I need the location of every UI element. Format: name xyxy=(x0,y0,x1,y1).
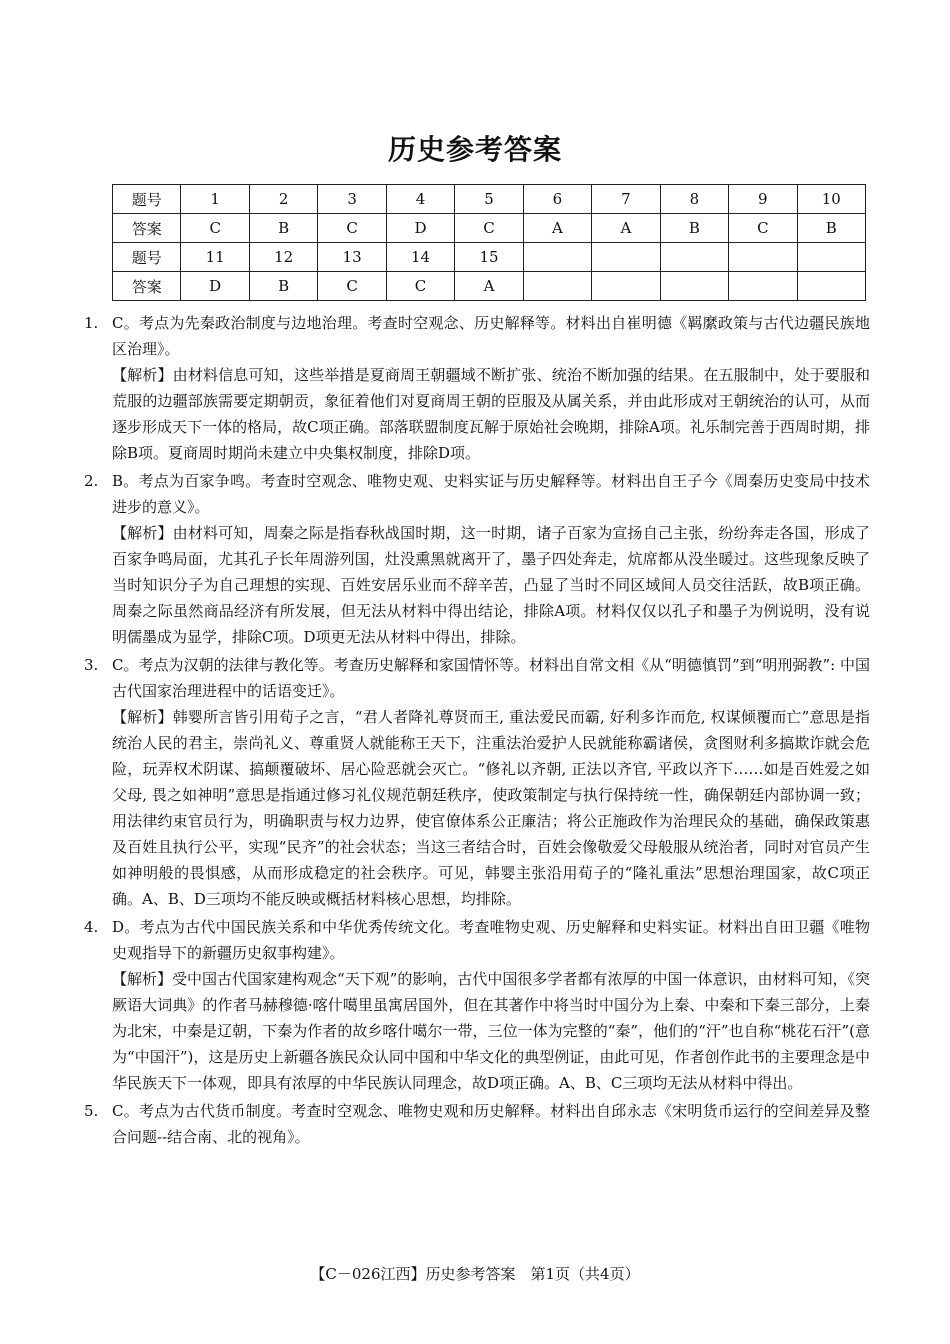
table-cell: 14 xyxy=(386,243,454,272)
table-cell: 6 xyxy=(523,185,591,214)
answer-item-2 xyxy=(84,468,870,650)
table-cell: 12 xyxy=(249,243,317,272)
analysis-text: 韩婴所言皆引用荀子之言，“君人者降礼尊贤而王, 重法爱民而霸, 好利多诈而危, 权谋倾覆而亡”意思是指统治人民的君主，崇尚礼义、尊重贤人就能称王天下，注重法治爱护人民就能称霸诸侯，贪图财利多搞欺诈就会危险，玩弄权术阴谋、搞颠覆破坏、居心险恶就会灭亡。“修礼以齐朝, 正法以齐官, 平政以齐下……如是百姓爱之如父母, 畏之如神明”意思是指通过修习礼仪规范朝廷秩序，使政策制定与执行保持统一性，确保朝廷内部协调一致；用法律约束官员行为，明确职责与权力边界，使官僚体系公正廉洁；将公正施政作为治理民众的基础，确保政策惠及百姓且执行公平，实现“民齐”的社会状态；当这三者结合时，百姓会像敬爱父母般服从统治者，同时对官员产生如神明般的畏惧感，从而形成稳定的社会秩序。可见，韩婴主张沿用荀子的“隆礼重法”思想治理国家，故C项正确。A、B、D三项均不能反映或概括材料核心思想，均排除。 xyxy=(112,708,870,908)
item-number: 3. xyxy=(84,656,99,674)
table-cell: A xyxy=(455,272,523,301)
table-cell: 10 xyxy=(797,185,865,214)
analysis-text: 受中国古代国家建构观念“天下观”的影响，古代中国很多学者都有浓厚的中国一体意识，由材料可知，《突厥语大词典》的作者马赫穆德·喀什噶里虽寓居国外，但在其著作中将当时中国分为上秦、中秦和下秦三部分，上秦为北宋，中秦是辽朝，下秦为作者的故乡喀什噶尔一带，三位一体为完整的“秦”，他们的“汗”也自称“桃花石汗”(意为“中国汗”)，这是历史上新疆各族民众认同中国和中华文化的典型例证，由此可见，作者创作此书的主要理念是中华民族天下一体观，即具有浓厚的中华民族认同理念，故D项正确。A、B、C三项均无法从材料中得出。 xyxy=(112,970,870,1092)
table-cell xyxy=(729,272,797,301)
table-cell xyxy=(660,272,728,301)
table-cell: 13 xyxy=(318,243,386,272)
table-cell: 15 xyxy=(455,243,523,272)
table-row-header: 答案 xyxy=(113,272,181,301)
table-cell: B xyxy=(249,272,317,301)
table-cell: C xyxy=(318,272,386,301)
analysis-tag: 【解析】 xyxy=(112,970,173,988)
table-cell: 1 xyxy=(181,185,249,214)
item-number: 1. xyxy=(84,314,99,332)
item-number: 5. xyxy=(84,1102,99,1120)
table-cell: 3 xyxy=(318,185,386,214)
table-cell: C xyxy=(455,214,523,243)
item-number: 4. xyxy=(84,918,99,936)
table-cell xyxy=(797,272,865,301)
table-cell: B xyxy=(797,214,865,243)
table-cell xyxy=(523,243,591,272)
item-summary: C。考点为古代货币制度。考查时空观念、唯物史观和历史解释。材料出自邱永志《宋明货币运行的空间差异及整合问题--结合南、北的视角》。 xyxy=(112,1102,870,1146)
table-cell: 4 xyxy=(386,185,454,214)
table-row xyxy=(113,214,866,243)
item-summary: B。考点为百家争鸣。考查时空观念、唯物史观、史料实证与历史解释等。材料出自王子今《周秦历史变局中技术进步的意义》。 xyxy=(112,472,870,516)
table-cell: D xyxy=(386,214,454,243)
table-cell xyxy=(797,243,865,272)
answer-explanations xyxy=(84,310,870,1152)
analysis-text: 由材料信息可知，这些举措是夏商周王朝疆域不断扩张、统治不断加强的结果。在五服制中，处于要服和荒服的边疆部族需要定期朝贡，象征着他们对夏商周王朝的臣服及从属关系，并由此形成对王朝统治的认可，从而逐步形成天下一体的格局，故C项正确。部落联盟制度瓦解于原始社会晚期，排除A项。礼乐制完善于西周时期，排除B项。夏商周时期尚未建立中央集权制度，排除D项。 xyxy=(112,366,870,462)
table-cell: 5 xyxy=(455,185,523,214)
table-row-header: 题号 xyxy=(113,243,181,272)
table-cell: B xyxy=(249,214,317,243)
table-cell xyxy=(729,243,797,272)
answer-item-4 xyxy=(84,914,870,1096)
table-cell: C xyxy=(318,214,386,243)
table-cell: C xyxy=(181,214,249,243)
table-cell: A xyxy=(592,214,660,243)
table-cell xyxy=(592,243,660,272)
table-cell: 8 xyxy=(660,185,728,214)
table-row xyxy=(113,185,866,214)
page-title: 历史参考答案 xyxy=(387,133,562,166)
table-cell: 7 xyxy=(592,185,660,214)
table-cell xyxy=(592,272,660,301)
item-summary: D。考点为古代中国民族关系和中华优秀传统文化。考查唯物史观、历史解释和史料实证。材料出自田卫疆《唯物史观指导下的新疆历史叙事构建》。 xyxy=(112,918,870,962)
item-summary: C。考点为汉朝的法律与教化等。考查历史解释和家国情怀等。材料出自常文相《从“明德慎罚”到“明刑弼教”: 中国古代国家治理进程中的话语变迁》。 xyxy=(112,656,870,700)
table-cell xyxy=(660,243,728,272)
table-row xyxy=(113,272,866,301)
table-cell: C xyxy=(386,272,454,301)
item-summary: C。考点为先秦政治制度与边地治理。考查时空观念、历史解释等。材料出自崔明德《羁縻政策与古代边疆民族地区治理》。 xyxy=(112,314,870,358)
page-footer: 【C－026江西】历史参考答案 第1页（共4页） xyxy=(310,1265,640,1283)
table-cell: 11 xyxy=(181,243,249,272)
table-cell: B xyxy=(660,214,728,243)
table-cell: D xyxy=(181,272,249,301)
item-number: 2. xyxy=(84,472,99,490)
analysis-text: 由材料可知，周秦之际是指春秋战国时期，这一时期，诸子百家为宣扬自己主张，纷纷奔走各国，形成了百家争鸣局面，尤其孔子长年周游列国，灶没熏黑就离开了，墨子四处奔走，炕席都从没坐暖过。这些现象反映了当时知识分子为自己理想的实现、百姓安居乐业而不辞辛苦，凸显了当时不同区域间人员交往活跃，故B项正确。周秦之际虽然商品经济有所发展，但无法从材料中得出结论，排除A项。材料仅仅以孔子和墨子为例说明，没有说明儒墨成为显学，排除C项。D项更无法从材料中得出，排除。 xyxy=(112,524,870,646)
analysis-tag: 【解析】 xyxy=(112,524,173,542)
table-cell: A xyxy=(523,214,591,243)
answer-item-3 xyxy=(84,652,870,912)
table-cell: C xyxy=(729,214,797,243)
table-row xyxy=(113,243,866,272)
table-cell: 2 xyxy=(249,185,317,214)
answer-table xyxy=(112,184,866,301)
analysis-tag: 【解析】 xyxy=(112,708,173,726)
table-row-header: 题号 xyxy=(113,185,181,214)
answer-item-1 xyxy=(84,310,870,466)
table-cell: 9 xyxy=(729,185,797,214)
table-row-header: 答案 xyxy=(113,214,181,243)
answer-item-5 xyxy=(84,1098,870,1150)
analysis-tag: 【解析】 xyxy=(112,366,173,384)
table-cell xyxy=(523,272,591,301)
